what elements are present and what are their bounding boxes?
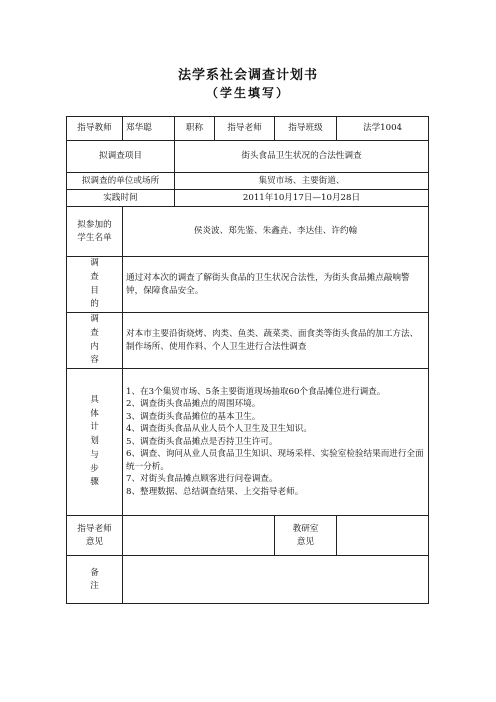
label-content [67, 313, 123, 369]
document-subtitle: （学生填写） [205, 86, 290, 100]
label-remarks-line2: 注 [90, 580, 99, 591]
list-item: 8、整理数据、总结调查结果、上交指导老师。 [126, 486, 304, 497]
label-place: 拟调查的单位或场所 [67, 173, 175, 190]
class-value: 法学1004 [337, 117, 429, 141]
label-content-char: 内 [90, 341, 99, 352]
label-teacher-opinion-line2: 意见 [85, 536, 104, 547]
label-class: 指导班级 [275, 117, 337, 141]
purpose-value: 通过对本次的调查了解街头食品的卫生状况合法性，为街头食品摊点敲响警钟，保障食品安全。 [123, 257, 429, 313]
row-opinion [67, 516, 429, 556]
list-item: 3、调查街头食品摊位的基本卫生。 [126, 411, 261, 422]
label-time: 实践时间 [67, 190, 175, 207]
label-remarks [67, 556, 123, 604]
teacher-name: 郑华聪 [123, 117, 175, 141]
label-students [67, 207, 123, 257]
label-purpose-char: 的 [90, 299, 99, 310]
label-purpose-char: 目 [90, 285, 99, 296]
title-value: 指导老师 [215, 117, 275, 141]
label-steps-char: 体 [90, 408, 99, 419]
row-time [67, 190, 429, 207]
label-office-opinion [275, 516, 337, 556]
time-value: 2011年10月17日—10月28日 [175, 190, 429, 207]
label-purpose [67, 257, 123, 313]
label-teacher: 指导教师 [67, 117, 123, 141]
label-steps [67, 369, 123, 516]
row-project [67, 141, 429, 173]
label-steps-char: 具 [90, 394, 99, 405]
row-steps [67, 369, 429, 516]
row-content [67, 313, 429, 369]
teacher-opinion-value [123, 516, 275, 556]
row-purpose [67, 257, 429, 313]
list-item: 7、对街头食品摊点顾客进行问卷调查。 [126, 474, 278, 485]
list-item: 5、调查街头食品摊点是否持卫生许可。 [126, 436, 278, 447]
students-value: 侯炎波、郑先鉴、朱鑫垚、李达佳、许约翰 [123, 207, 429, 257]
label-project: 拟调查项目 [67, 141, 175, 173]
label-steps-char: 与 [90, 449, 99, 460]
steps-list [123, 369, 429, 516]
list-item: 1、在3个集贸市场、5条主要街道现场抽取60个食品摊位进行调查。 [126, 386, 386, 397]
remarks-value [123, 556, 429, 604]
label-steps-char: 划 [90, 436, 99, 447]
label-content-char: 调 [90, 314, 99, 324]
label-content-char: 查 [90, 327, 99, 338]
label-teacher-opinion-line1: 指导老师 [77, 524, 112, 535]
row-students [67, 207, 429, 257]
project-value: 街头食品卫生状况的合法性调查 [175, 141, 429, 173]
label-students-line2: 学生名单 [77, 232, 112, 243]
label-students-line1: 拟参加的 [77, 220, 112, 231]
row-place [67, 173, 429, 190]
label-content-char: 容 [90, 355, 99, 366]
list-item: 4、调查街头食品从业人员个人卫生及卫生知识。 [126, 424, 312, 435]
row-teacher-info [67, 117, 429, 141]
row-remarks [67, 556, 429, 604]
label-steps-char: 计 [90, 422, 99, 433]
label-office-opinion-line1: 教研室 [292, 524, 319, 535]
label-title: 职称 [175, 117, 215, 141]
label-remarks-line1: 备 [90, 568, 99, 579]
label-purpose-char: 调 [90, 258, 99, 268]
plan-form-table [66, 116, 429, 604]
content-value: 对本市主要沿街烧烤、肉类、鱼类、蔬菜类、面食类等街头食品的加工方法、制作场所、使用作料、个人卫生进行合法性调查 [123, 313, 429, 369]
label-teacher-opinion [67, 516, 123, 556]
place-value: 集贸市场、主要街道、 [175, 173, 429, 190]
list-item: 6、调查、询问从业人员食品卫生知识、现场采样、实验室检验结果而进行全面统一分析。 [126, 449, 424, 472]
list-item: 2、调查街头食品摊点的周围环境。 [126, 399, 261, 410]
label-purpose-char: 查 [90, 271, 99, 282]
label-steps-char: 步 [90, 463, 99, 474]
document-title: 法学系社会调查计划书 [177, 68, 318, 83]
label-office-opinion-line2: 意见 [296, 536, 315, 547]
office-opinion-value [337, 516, 429, 556]
label-steps-char: 骤 [90, 477, 99, 488]
